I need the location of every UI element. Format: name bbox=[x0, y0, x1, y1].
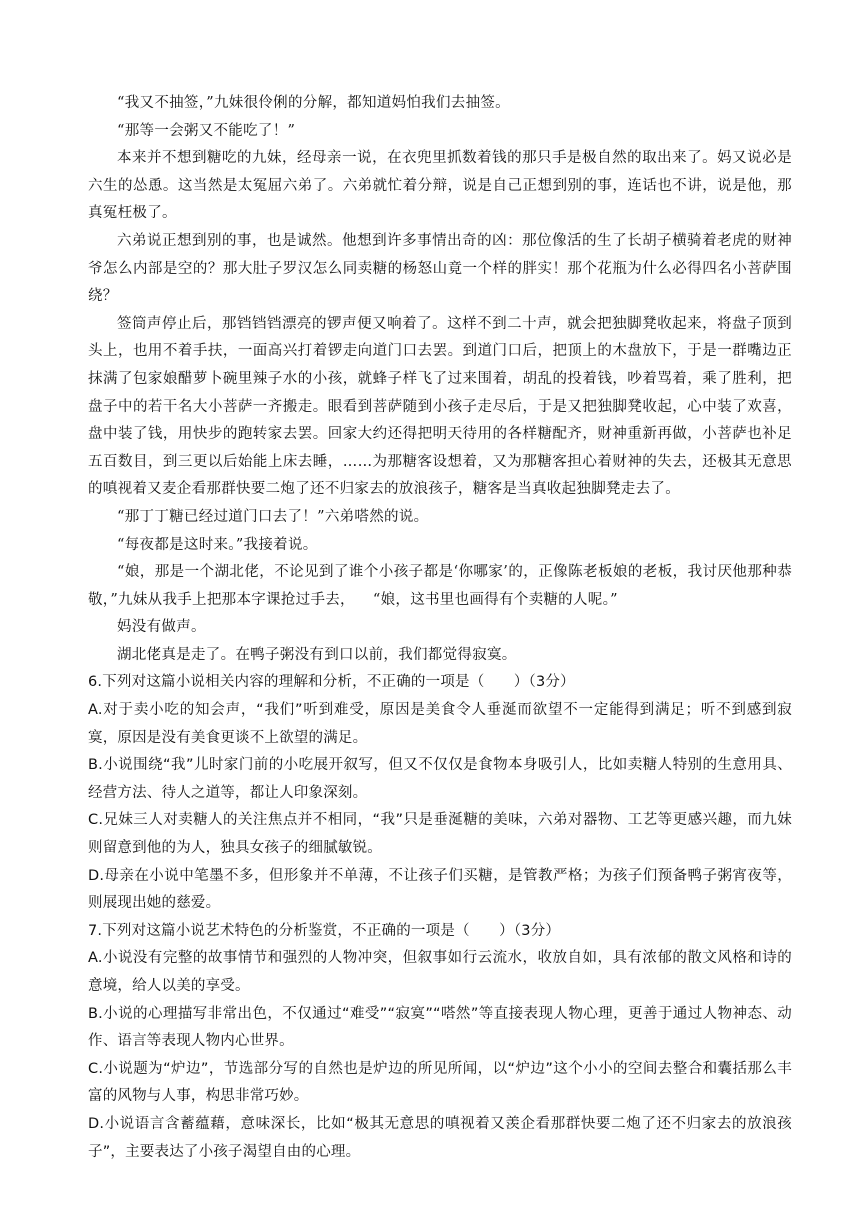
option-c: C.小说题为“炉边”，节选部分写的自然也是炉边的所见所闻，以“炉边”这个小小的空间去整合和囊括那么丰富的风物与人事，构思非常巧妙。 bbox=[88, 1060, 792, 1105]
option-d: D.母亲在小说中笔墨不多，但形象并不单薄，不让孩子们买糖，是管教严格；为孩子们预备鸭子粥宵夜等，则展现出她的慈爱。 bbox=[88, 867, 792, 912]
passage-paragraph: “每夜都是这时来。”我接着说。 bbox=[117, 536, 318, 553]
option-d: D.小说语言含蓄蕴藉，意味深长，比如“极其无意思的嗔视着又羡企看那群快要二炮了还不归家去的放浪孩子”，主要表达了小孩子渴望自由的心理。 bbox=[88, 1115, 792, 1160]
option-a: A.对于卖小吃的知会声，“我们”听到难受，原因是美食令人垂涎而欲望不一定能得到满足；听不到感到寂寞，原因是没有美食更谈不上欲望的满足。 bbox=[88, 702, 792, 746]
passage-paragraph-niang bbox=[88, 559, 792, 614]
question-stem: 7.下列对这篇小说艺术特色的分析鉴赏，不正确的一项是（ ）（3分） bbox=[88, 922, 561, 939]
option-a: A.小说没有完整的故事情节和强烈的人物冲突，但叙事如行云流水，收放自如，具有浓郁的散文风格和诗的意境，给人以美的享受。 bbox=[88, 950, 792, 994]
option-b: B.小说的心理描写非常出色，不仅通过“难受”“寂寞”“嗒然”等直接表现人物心理，更善于通过人物神态、动作、语言等表现人物内心世界。 bbox=[88, 1005, 792, 1050]
passage-text: “娘，那是一个湖北佬，不论见到了谁个小孩子都是‘你哪家’的，正像陈老板娘的老板，我讨厌他那种恭敬，”九妹从我手上把那本字课抢过手去， bbox=[88, 564, 792, 608]
passage-text: “娘，这书里也画得有个卖糖的人呢。” bbox=[372, 591, 618, 608]
passage-paragraph: 本来并不想到糖吃的九妹，经母亲一说，在衣兜里抓数着钱的那只手是极自然的取出来了。妈又说必是六生的怂恿。这当然是太冤屈六弟了。六弟就忙着分辩，说是自己正想到别的事，连话也不讲，说是他，那真冤枉极了。 bbox=[88, 150, 792, 222]
passage-paragraph: “那等一会粥又不能吃了！” bbox=[117, 122, 296, 139]
question-6 bbox=[88, 669, 792, 917]
option-c: C.兄妹三人对卖糖人的关注焦点并不相同，“我”只是垂涎糖的美味，六弟对器物、工艺等更感兴趣，而九妹则留意到他的为人，独具女孩子的细腻敏锐。 bbox=[88, 812, 792, 857]
question-7 bbox=[88, 918, 792, 1166]
passage-paragraph: “那丁丁糖已经过道门口去了！”六弟嗒然的说。 bbox=[117, 508, 429, 525]
passage-paragraph: 六弟说正想到别的事，也是诚然。他想到许多事情出奇的凶：那位像活的生了长胡子横骑着老虎的财神爷怎么内部是空的？那大肚子罗汉怎么同卖糖的杨怒山竟一个样的胖实！那个花瓶为什么必得四名小菩萨围绕？ bbox=[88, 232, 792, 305]
passage-paragraph: 妈没有做声。 bbox=[117, 619, 206, 636]
passage-paragraph: 签筒声停止后，那铛铛铛漂亮的锣声便又响着了。这样不到二十声，就会把独脚凳收起来，将盘子顶到头上，也用不着手扶，一面高兴打着锣走向道门口去罢。到道门口后，把顶上的木盘放下，于是一群嘴边正抹满了包家娘醋萝卜碗里辣子水的小孩，就蜂子样飞了过来围着，胡乱的投着钱，吵着骂着，乘了胜利，把盘子中的若干名大小菩萨一齐搬走。眼看到菩萨随到小孩子走尽后，于是又把独脚凳收起，心中装了欢喜，盘中装了钱，用快步的跑转家去罢。回家大约还得把明天待用的各样糖配齐，财神重新再做，小菩萨也补足五百数目，到三更以后始能上床去睡，……为那糖客设想着，又为那糖客担心着财神的失去，还极其无意思的嗔视着又麦企看那群快要二炮了还不归家去的放浪孩子，糖客是当真收起独脚凳走去了。 bbox=[88, 315, 792, 498]
document-page bbox=[88, 90, 792, 1166]
passage-paragraph: 湖北佬真是走了。在鸭子粥没有到口以前，我们都觉得寂寞。 bbox=[117, 646, 517, 663]
option-b: B.小说围绕“我”儿时家门前的小吃展开叙写，但又不仅仅是食物本身吸引人，比如卖糖人特别的生意用具、经营方法、待人之道等，都让人印象深刻。 bbox=[88, 757, 792, 801]
passage-paragraph: “我又不抽签，”九妹很伶俐的分解，都知道妈怕我们去抽签。 bbox=[117, 95, 510, 111]
question-stem: 6.下列对这篇小说相关内容的理解和分析，不正确的一项是（ ）（3分） bbox=[88, 674, 575, 691]
